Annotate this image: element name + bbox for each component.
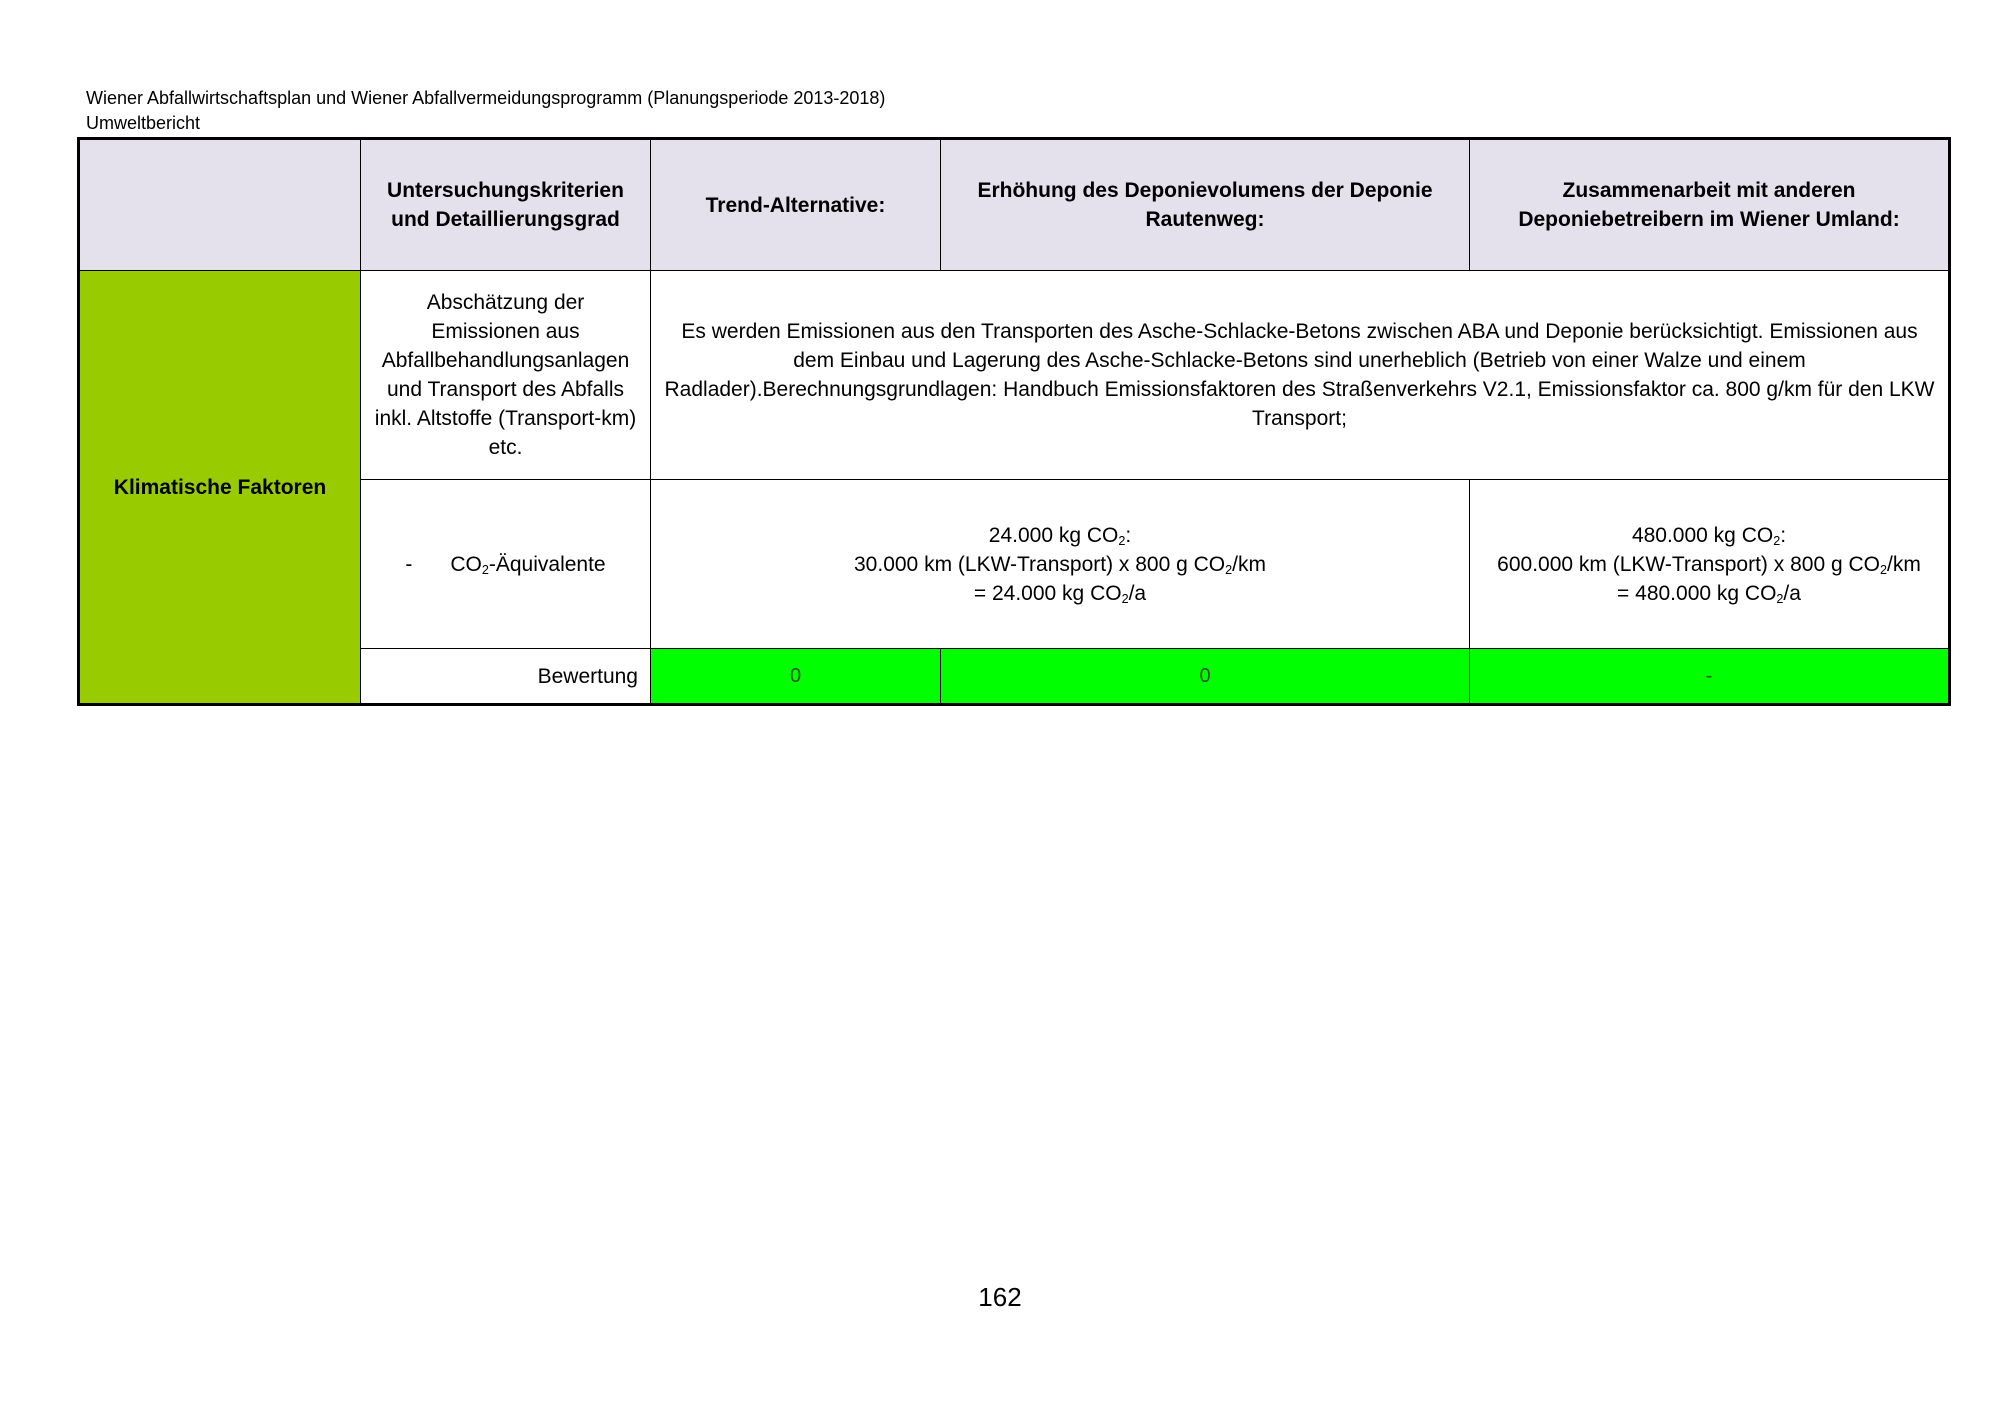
co2-left-line1: 24.000 kg CO bbox=[988, 523, 1119, 547]
rating-label: Bewertung bbox=[361, 649, 651, 705]
rating-expansion: 0 bbox=[941, 649, 1470, 705]
bullet: - bbox=[405, 552, 413, 576]
table-row bbox=[79, 271, 1950, 480]
header-blank-cell bbox=[79, 139, 361, 271]
sub-2: 2 bbox=[1121, 591, 1129, 606]
criterion-emissions: Abschätzung der Emissionen aus Abfallbehandlungsanlagen und Transport des Abfalls inkl. Altstoffe (Transport-km) etc. bbox=[361, 271, 651, 480]
co2-cooperation-value bbox=[1470, 480, 1950, 649]
co2-right-line1: 480.000 kg CO bbox=[1631, 523, 1774, 547]
table-header-row bbox=[79, 139, 1950, 271]
sub-2: 2 bbox=[1773, 533, 1781, 548]
header-deponie-expansion: Erhöhung des Deponievolumens der Deponie Rautenweg: bbox=[941, 139, 1470, 271]
co2-left-line3: = 24.000 kg CO bbox=[973, 581, 1122, 605]
header-cooperation: Zusammenarbeit mit anderen Deponiebetreibern im Wiener Umland: bbox=[1470, 139, 1950, 271]
co2-label-suffix: -Äquivalente bbox=[488, 552, 606, 576]
rating-trend: 0 bbox=[651, 649, 941, 705]
header-trend-alternative: Trend-Alternative: bbox=[651, 139, 941, 271]
document-header bbox=[86, 86, 885, 136]
header-criteria: Untersuchungskriterien und Detaillierungsgrad bbox=[361, 139, 651, 271]
rating-cooperation: - bbox=[1470, 649, 1950, 705]
sub-2: 2 bbox=[1225, 562, 1233, 577]
document-subtitle: Umweltbericht bbox=[86, 113, 201, 133]
co2-trend-expansion-value bbox=[651, 480, 1470, 649]
sub-2: 2 bbox=[1776, 591, 1784, 606]
co2-label-sub: 2 bbox=[481, 562, 489, 577]
category-cell: Klimatische Faktoren bbox=[79, 271, 361, 705]
co2-right-line2-end: /km bbox=[1887, 552, 1921, 576]
co2-left-line2: 30.000 km (LKW-Transport) x 800 g CO bbox=[854, 552, 1226, 576]
co2-right-line1-end: : bbox=[1780, 523, 1787, 547]
co2-left-line2-end: /km bbox=[1232, 552, 1266, 576]
sub-2: 2 bbox=[1879, 562, 1887, 577]
co2-left-line1-end: : bbox=[1125, 523, 1132, 547]
emissions-description: Es werden Emissionen aus den Transporten des Asche-Schlacke-Betons zwischen ABA und Deponie berücksichtigt. Emissionen aus dem Einbau und Lagerung des Asche-Schlacke-Betons sind unerheblich (Betrieb von einer Walze und einem Radlader).Berechnungsgrundlagen: Handbuch Emissionsfaktoren des Straßenverkehrs V2.1, Emissionsfaktor ca. 800 g/km für den LKW Transport; bbox=[651, 271, 1950, 480]
co2-right-line2: 600.000 km (LKW-Transport) x 800 g CO bbox=[1497, 552, 1880, 576]
co2-label-prefix: CO bbox=[450, 552, 482, 576]
document-title: Wiener Abfallwirtschaftsplan und Wiener Abfallvermeidungsprogramm (Planungsperiode 2013-2018) bbox=[86, 88, 886, 108]
co2-right-line3-end: /a bbox=[1783, 581, 1801, 605]
co2-right-line3: = 480.000 kg CO bbox=[1617, 581, 1777, 605]
co2-left-line3-end: /a bbox=[1128, 581, 1147, 605]
page-number: 162 bbox=[978, 1282, 1022, 1312]
assessment-table bbox=[77, 137, 1951, 706]
sub-2: 2 bbox=[1118, 533, 1126, 548]
criterion-co2 bbox=[361, 480, 651, 649]
